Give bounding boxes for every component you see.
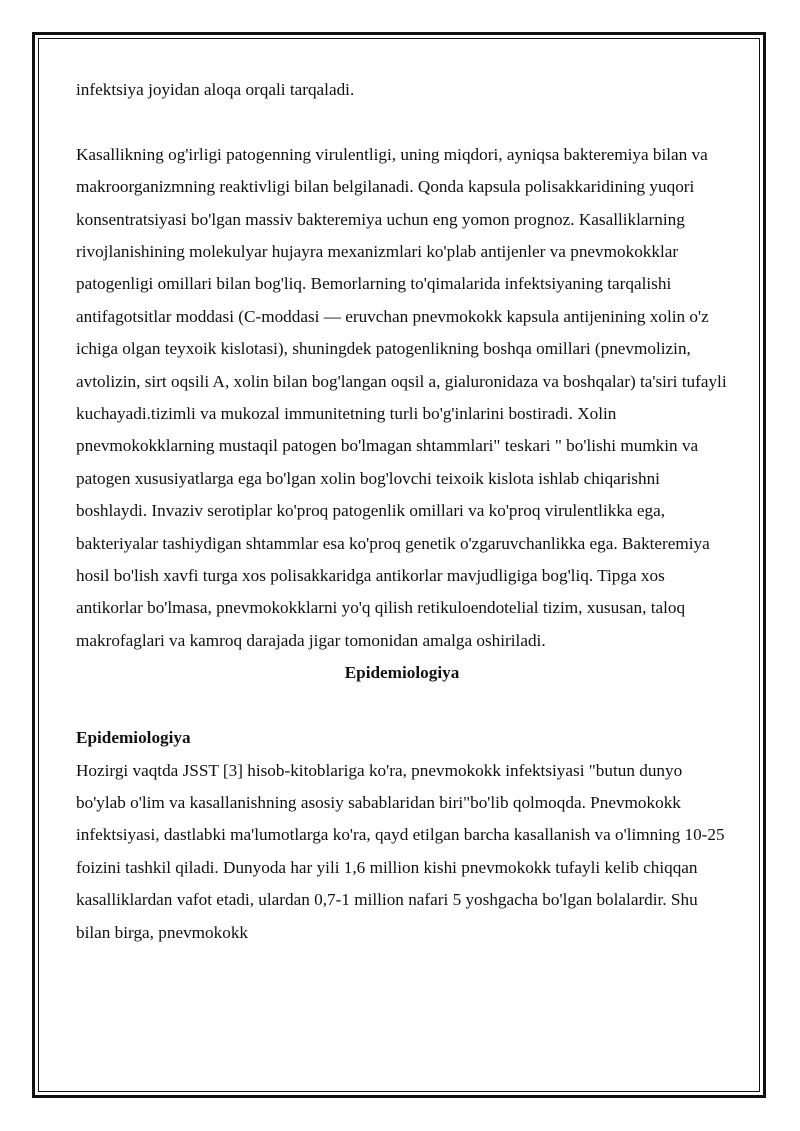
paragraph-epidemiology: Hozirgi vaqtda JSST [3] hisob-kitoblariga ko'ra, pnevmokokk infektsiyasi "butun dunyo bo'ylab o'lim va kasallanishning asosiy sabablaridan biri"bo'lib qolmoqda. Pnevmokokk infektsiyasi, dastlabki ma'lumotlarga ko'ra, qayd etilgan barcha kasallanish va o'limning 10-25 foizini tashkil qiladi. Dunyoda har yili 1,6 million kishi pnevmokokk tufayli kelib chiqqan kasalliklardan vafot etadi, ulardan 0,7-1 million nafari 5 yoshgacha bo'lgan bolalardir. Shu bilan birga, pnevmokokk bbox=[76, 760, 725, 942]
document-body bbox=[76, 74, 728, 949]
section-heading: Epidemiologiya bbox=[344, 663, 460, 683]
paragraph-spacer bbox=[76, 690, 728, 722]
subsection-heading: Epidemiologiya bbox=[76, 728, 191, 748]
paragraph-intro: infektsiya joyidan aloqa orqali tarqaladi. bbox=[76, 80, 355, 99]
paragraph-spacer bbox=[76, 106, 728, 138]
paragraph-pathogenesis: Kasallikning og'irligi patogenning virulentligi, uning miqdori, ayniqsa bakteremiya bilan va makroorganizmning reaktivligi bilan belgilanadi. Qonda kapsula polisakkaridining yuqori konsentratsiyasi bo'lgan massiv bakteremiya uchun eng yomon prognoz. Kasalliklarning rivojlanishining molekulyar hujayra mexanizmlari ko'plab antijenler va pnevmokokklar patogenligi omillari bilan bog'liq. Bemorlarning to'qimalarida infektsiyaning tarqalishi antifagotsitlar moddasi (C-moddasi — eruvchan pnevmokokk kapsula antijenining xolin o'z ichiga olgan teyxoik kislotasi), shuningdek patogenlikning boshqa omillari (pnevmolizin, avtolizin, sirt oqsili A, xolin bilan bog'langan oqsil a, gialuronidaza va boshqalar) ta'siri tufayli kuchayadi.tizimli va mukozal immunitetning turli bo'g'inlarini bostiradi. Xolin pnevmokokklarning mustaqil patogen bo'lmagan shtammlari" teskari " bo'lishi mumkin va patogen xususiyatlarga ega bo'lgan xolin bog'lovchi teixoik kislota ishlab chiqarishni boshlaydi. Invaziv serotiplar ko'proq patogenlik omillari va ko'proq virulentlikka ega, bakteriyalar tashiydigan shtammlar esa ko'proq genetik o'zgaruvchanlikka ega. Bakteremiya hosil bo'lish xavfi turga xos polisakkaridga antikorlar mavjudligiga bog'liq. Tipga xos antikorlar bo'lmasa, pnevmokokklarni yo'q qilish retikuloendotelial tizim, xususan, taloq makrofaglari va kamroq darajada jigar tomonidan amalga oshiriladi. bbox=[76, 144, 727, 650]
